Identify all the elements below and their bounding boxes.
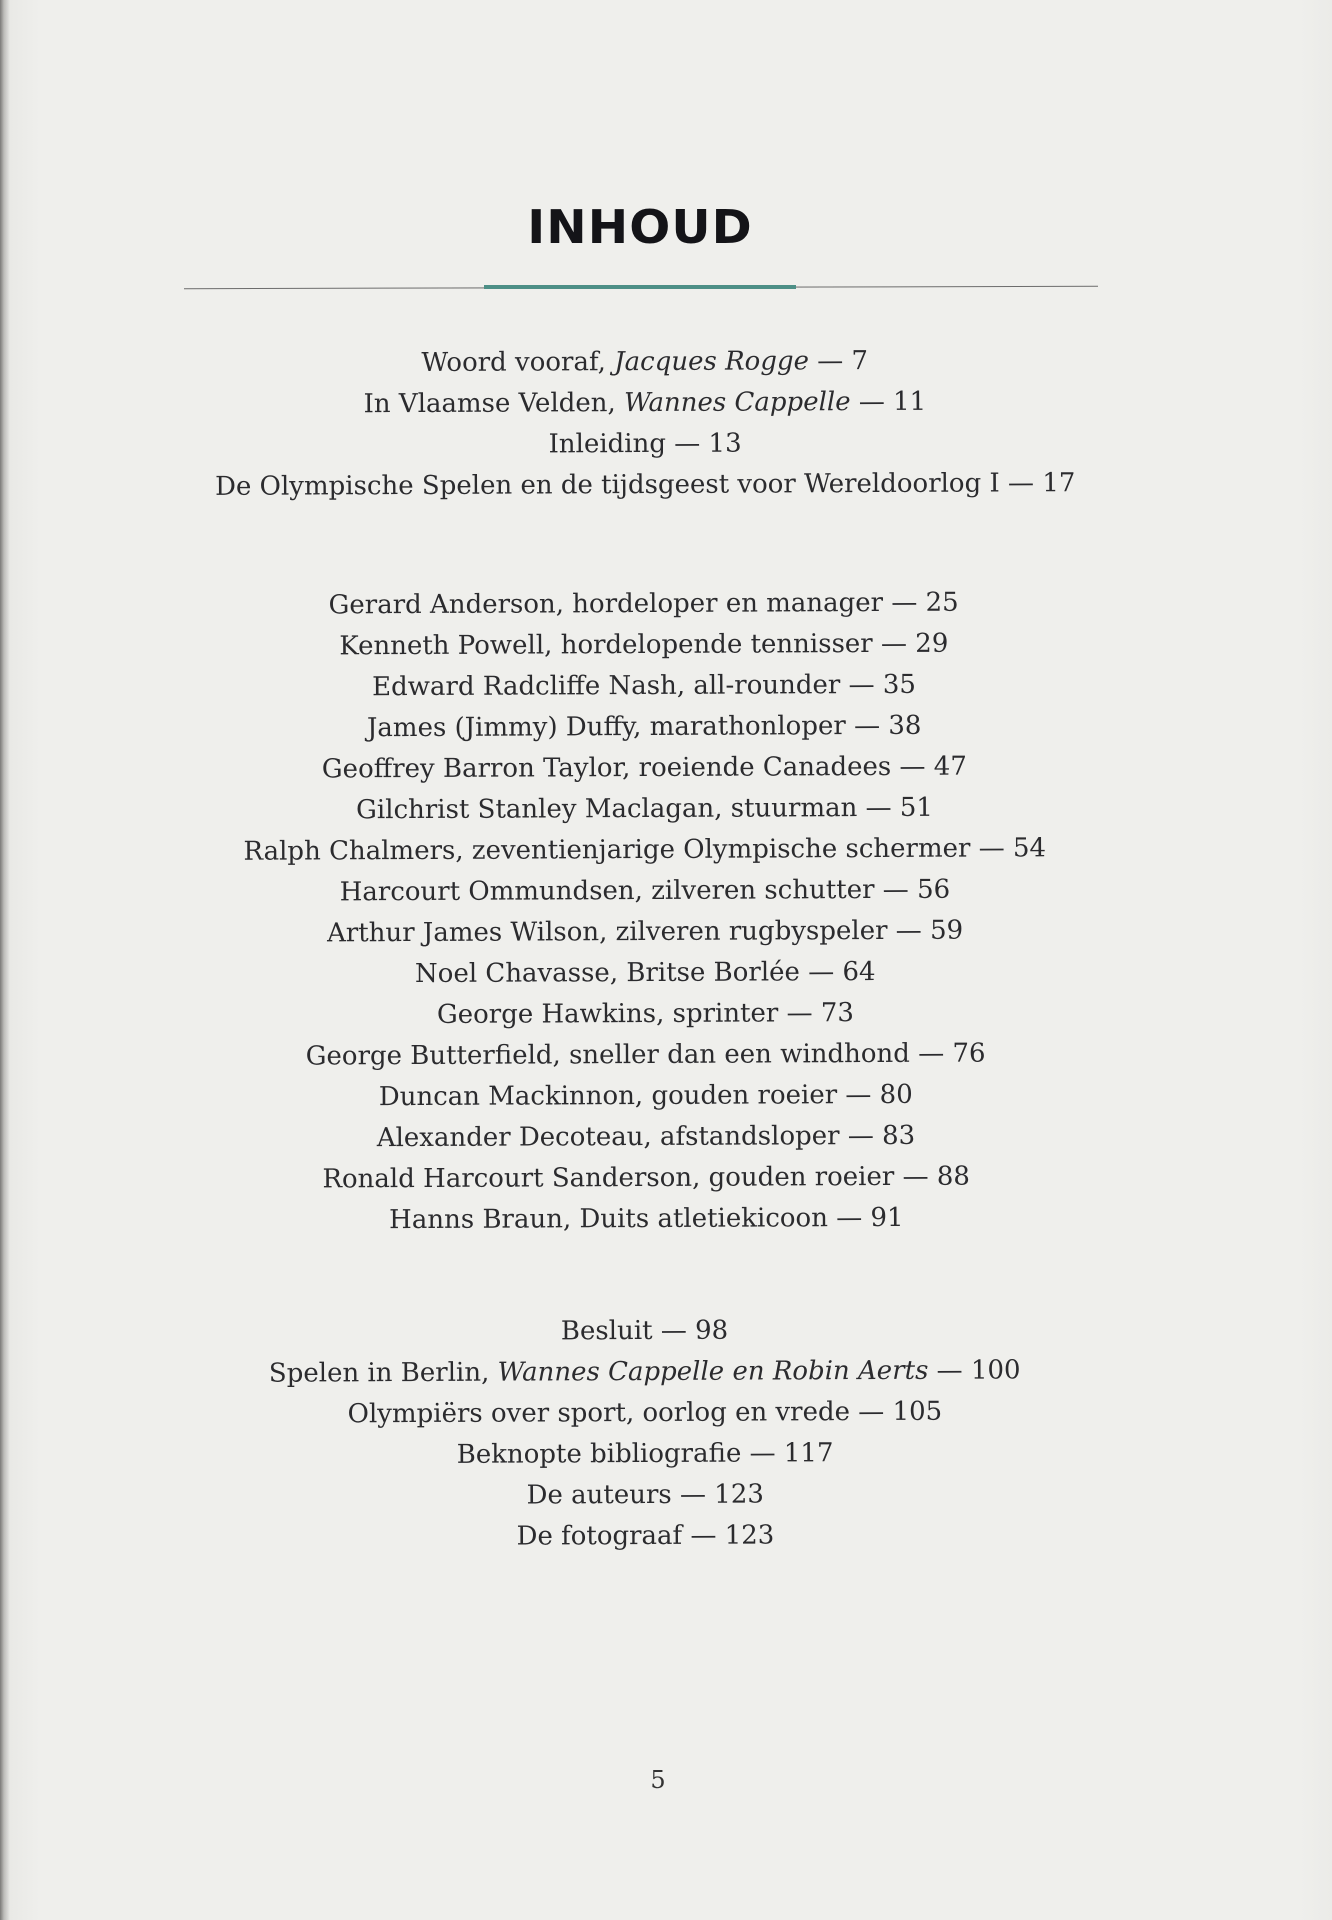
toc-entry-separator: — <box>883 587 926 618</box>
toc-entry <box>0 991 1290 1038</box>
toc-entry <box>0 827 1290 874</box>
toc-entry-separator: — <box>857 792 900 824</box>
toc-entry-title: Ralph Chalmers, zeventienjarige Olympische schermer <box>243 833 971 867</box>
toc-entry <box>0 786 1290 833</box>
toc-entry-title: Harcourt Ommundsen, zilveren schutter <box>339 874 875 908</box>
toc-entry-title: Ronald Harcourt Sanderson, gouden roeier <box>322 1161 895 1195</box>
toc-entry-title: George Butterfield, sneller dan een windhond <box>305 1038 910 1072</box>
toc-entry-page: 25 <box>925 587 959 618</box>
toc-entry-separator: — <box>928 1355 971 1386</box>
toc-section-athletes <box>0 581 1291 1243</box>
toc-entry <box>1 1196 1291 1243</box>
toc-entry-page: 73 <box>820 998 855 1029</box>
toc-entry-title: Woord vooraf, <box>421 347 615 378</box>
toc-entry <box>0 339 1290 386</box>
toc-entry-title: De fotograaf <box>516 1520 683 1552</box>
toc-entry-separator: — <box>778 998 821 1029</box>
toc-entry-page: 117 <box>783 1438 834 1469</box>
toc-entry-title: Arthur James Wilson, zilveren rugbyspeler <box>326 915 888 949</box>
toc-entry-separator: — <box>682 1520 725 1551</box>
toc-entry <box>0 1390 1290 1437</box>
toc-entry-page: 100 <box>970 1355 1021 1386</box>
toc-entry-page: 91 <box>870 1202 904 1234</box>
toc-entry <box>0 1308 1290 1355</box>
toc-entry-author: Wannes Cappelle <box>623 387 851 419</box>
toc-entry-separator: — <box>799 957 843 988</box>
toc-entry-page: 56 <box>916 874 951 905</box>
toc-entry-page: 47 <box>933 751 967 782</box>
toc-entry-page: 11 <box>893 386 927 417</box>
toc-entry-page: 64 <box>842 956 876 988</box>
toc-entry-separator: — <box>741 1438 784 1469</box>
toc-entry-separator: — <box>894 1161 937 1192</box>
toc-entry-page: 88 <box>936 1161 970 1192</box>
toc-entry-separator: — <box>891 751 934 782</box>
page-title: INHOUD <box>527 200 753 254</box>
toc-section-intro <box>0 339 1290 509</box>
toc-entry-separator: — <box>887 915 931 946</box>
toc-entry <box>0 581 1289 628</box>
toc-entry <box>1 1073 1291 1120</box>
toc-entry-separator: — <box>808 346 852 377</box>
toc-entry-separator: — <box>671 1479 715 1510</box>
toc-entry-page: 83 <box>882 1120 916 1151</box>
toc-entry <box>0 745 1289 792</box>
toc-entry-title: Duncan Mackinnon, gouden roeier <box>378 1080 838 1113</box>
toc-entry-author: Wannes Cappelle en Robin Aerts <box>497 1355 929 1388</box>
toc-entry-separator: — <box>874 874 918 905</box>
toc-entry-page: 38 <box>888 710 922 741</box>
toc-entry-title: Besluit <box>560 1315 653 1347</box>
toc-entry-title: Hanns Braun, Duits atletiekicoon <box>389 1203 828 1236</box>
toc-entry-separator: — <box>827 1203 871 1234</box>
toc-entry-page: 80 <box>879 1079 913 1110</box>
toc-entry-title: Olympiërs over sport, oorlog en vrede <box>347 1397 851 1430</box>
toc-entry-title: James (Jimmy) Duffy, marathonloper <box>366 711 846 744</box>
toc-entry-title: In Vlaamse Velden, <box>363 388 625 420</box>
toc-entry-page: 29 <box>915 628 949 659</box>
toc-entry-separator: — <box>665 428 709 459</box>
toc-entry-page: 98 <box>695 1315 729 1346</box>
toc-entry <box>1 1155 1291 1202</box>
toc-entry <box>0 663 1289 710</box>
toc-entry-separator: — <box>845 710 889 742</box>
toc-entry <box>0 622 1289 669</box>
toc-entry-separator: — <box>999 468 1043 499</box>
toc-entry-separator: — <box>970 833 1014 864</box>
toc-entry-title: Beknopte bibliografie <box>456 1438 742 1470</box>
toc-entry <box>0 380 1290 427</box>
toc-entry-page: 123 <box>724 1520 775 1551</box>
toc-entry-separator: — <box>850 386 894 418</box>
toc-entry <box>0 462 1290 509</box>
toc-entry <box>0 950 1290 997</box>
toc-entry-title: Gerard Anderson, hordeloper en manager <box>328 587 884 621</box>
toc-entry-separator: — <box>909 1038 953 1069</box>
page-number: 5 <box>650 1766 666 1794</box>
toc-entry-page: 59 <box>929 915 964 946</box>
toc-section-closing <box>0 1308 1291 1560</box>
toc-entry-title: Edward Radcliffe Nash, all-rounder <box>372 670 841 703</box>
toc-entry-page: 51 <box>899 792 934 823</box>
toc-entry <box>0 421 1290 468</box>
toc-entry-separator: — <box>840 669 883 701</box>
toc-entry-title: Noel Chavasse, Britse Borlée <box>414 957 800 990</box>
toc-entry-author: Jacques Rogge <box>614 346 810 378</box>
toc-entry-title: George Hawkins, sprinter <box>436 998 779 1030</box>
toc-entry-page: 13 <box>708 428 742 459</box>
toc-entry-title: Kenneth Powell, hordelopende tennisser <box>339 629 873 662</box>
toc-entry-title: Spelen in Berlin, <box>268 1357 498 1389</box>
toc-entry-title: Inleiding <box>548 428 667 460</box>
toc-entry <box>0 868 1290 915</box>
title-rule-accent <box>484 285 796 289</box>
toc-entry-title: Gilchrist Stanley Maclagan, stuurman <box>356 793 858 826</box>
toc-entry-separator: — <box>849 1396 893 1428</box>
toc-entry <box>0 1349 1290 1396</box>
toc-entry-page: 123 <box>714 1479 764 1510</box>
toc-entry-page: 7 <box>851 346 869 377</box>
toc-entry-title: De auteurs <box>526 1479 672 1511</box>
toc-entry-page: 17 <box>1042 468 1076 499</box>
toc-entry-separator: — <box>652 1315 696 1346</box>
toc-entry-title: Alexander Decoteau, afstandsloper <box>376 1121 840 1154</box>
toc-entry <box>0 1472 1290 1519</box>
toc-entry-page: 35 <box>882 669 916 700</box>
toc-entry <box>1 1114 1291 1161</box>
toc-entry <box>0 909 1290 956</box>
toc-entry-page: 54 <box>1012 833 1047 864</box>
toc-entry-title: Geoffrey Barron Taylor, roeiende Canadees <box>321 751 892 785</box>
toc-entry-separator: — <box>872 628 916 660</box>
toc-entry-title: De Olympische Spelen en de tijdsgeest voor Wereldoorlog I <box>215 468 1000 502</box>
toc-entry-separator: — <box>837 1079 880 1111</box>
toc-entry-separator: — <box>839 1120 883 1152</box>
toc-entry <box>0 704 1289 751</box>
toc-entry-page: 105 <box>892 1396 943 1427</box>
toc-entry <box>0 1431 1290 1478</box>
toc-entry <box>1 1032 1291 1079</box>
toc-entry-page: 76 <box>952 1038 986 1069</box>
toc-entry <box>0 1513 1290 1560</box>
